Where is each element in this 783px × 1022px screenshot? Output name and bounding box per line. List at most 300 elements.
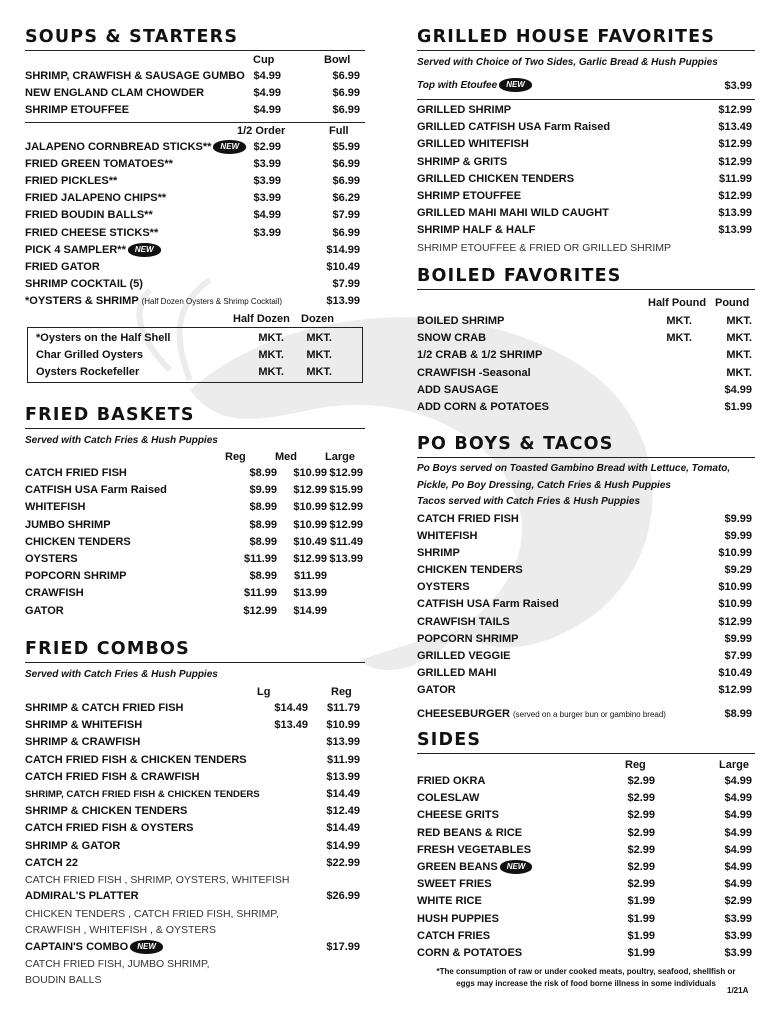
col-med: Med [275,451,297,463]
item-name [417,579,470,596]
menu-row [417,648,755,665]
item-name [25,568,126,585]
item-name [25,102,129,119]
item-name-text: ADD CORN & POTATOES [417,400,550,413]
item-name [25,534,131,551]
item-name-text: FRIED JALAPENO CHIPS** [25,192,167,205]
menu-row [417,382,755,399]
item-name [25,855,78,872]
price: $12.99 [718,138,752,151]
price-b: $6.99 [332,70,360,82]
item-name [417,665,496,682]
price-b: $3.99 [724,912,752,925]
menu-row [417,171,755,188]
item-name-text: SHRIMP, CRAWFISH & SAUSAGE GUMBO [25,70,245,82]
item-name-text: GRILLED MAHI MAHI WILD CAUGHT [417,207,609,220]
price-b: $4.99 [724,775,752,787]
price-a: $2.99 [627,843,655,856]
divider [25,428,365,429]
item-name: Oysters Rockefeller [36,366,140,379]
menu-row [25,838,365,855]
item-name [417,102,511,119]
col-pound: Pound [715,297,750,309]
menu-row [417,631,755,648]
menu-row [25,551,365,568]
price-reg: $8.99 [249,570,277,583]
item-name-text: CRAWFISH [25,587,84,600]
poboys-section [417,434,755,723]
item-name-text: CHICKEN TENDERS [25,535,131,548]
section-subtitle: Served with Choice of Two Sides, Garlic Bread & Hush Puppies [417,57,718,68]
item-name-text: CORN & POTATOES [417,946,523,959]
price: $13.99 [718,207,752,220]
item-name [25,173,117,190]
menu-row [417,807,755,824]
price-med: $10.99 [293,501,327,514]
menu-row [417,596,755,613]
col-half-dozen: Half Dozen [233,313,290,326]
item-name-text: FRIED BOUDIN BALLS** [25,209,153,222]
menu-row [417,614,755,631]
item-name [417,313,504,330]
menu-row [25,173,365,190]
menu-row [25,293,365,310]
item-name-text: *OYSTERS & SHRIMP [25,295,139,308]
item-name [417,911,499,928]
menu-row [25,242,365,259]
item-description: BOUDIN BALLS [25,974,102,987]
item-name [417,205,609,222]
item-name-text: GATOR [417,684,456,697]
item-name-text: CHEESE GRITS [417,809,499,822]
price-a: $1.99 [627,946,655,959]
burger-price: $8.99 [724,707,752,720]
price-b: $4.99 [724,809,752,822]
menu-row [417,876,755,893]
menu-row [417,365,755,382]
col-full: Full [329,124,349,137]
menu-row [25,499,365,516]
item-name [417,188,521,205]
price-b: $14.99 [326,243,360,256]
section-title: SOUPS & STARTERS [25,27,239,47]
price-b: MKT. [306,366,332,379]
price-reg: $11.79 [326,702,360,714]
item-name [25,293,282,310]
item-name [25,207,153,224]
grilled-list [417,102,755,240]
item-name-text: SHRIMP & CATCH FRIED FISH [25,702,184,714]
section-subtitle: Served with Catch Fries & Hush Puppies [25,435,218,446]
section-title: FRIED COMBOS [25,639,190,659]
menu-row [417,313,755,330]
item-name [417,842,531,859]
item-name-text: GATOR [25,604,64,617]
sides-section [417,730,755,962]
menu-row [25,156,365,173]
item-name-text: FRIED PICKLES** [25,174,118,187]
item-name [417,154,507,171]
column-header [25,311,365,327]
item-name [25,139,245,156]
item-name: Char Grilled Oysters [36,349,143,362]
item-name-text: CATCH FRIED FISH & OYSTERS [25,822,194,835]
price-med: $11.99 [293,570,327,583]
menu-row [25,139,365,156]
price-reg: $13.99 [326,736,360,749]
price-b: $6.99 [332,87,360,100]
item-name [25,499,86,516]
menu-row [417,205,755,222]
col-reg: Reg [625,759,646,771]
price-b: $6.99 [332,157,360,170]
price-b: $4.99 [724,843,752,856]
menu-row [417,154,755,171]
item-name [417,136,529,153]
menu-row [417,562,755,579]
item-name-text: NEW ENGLAND CLAM CHOWDER [25,87,205,100]
col-lg: Lg [257,686,271,698]
price-reg: $22.99 [326,856,360,869]
price: $11.99 [718,172,752,185]
boiled-list [417,313,755,416]
item-name-text: SHRIMP ETOUFFEE [417,189,522,202]
new-badge: NEW [501,861,532,873]
col-bowl: Bowl [324,54,351,66]
price-med: $12.99 [293,484,327,497]
price-a: MKT. [258,366,284,379]
item-name [417,365,531,382]
item-name [25,769,200,786]
menu-row [417,665,755,682]
item-name-text: CATCH FRIES [417,929,491,942]
price-reg: $11.99 [243,587,277,600]
price-reg: $8.99 [249,467,277,479]
item-name-text: POPCORN SHRIMP [417,632,519,645]
divider [417,50,755,51]
item-name-text: POPCORN SHRIMP [25,570,127,583]
price-large: $12.99 [329,501,363,514]
section-title: PO BOYS & TACOS [417,434,614,454]
item-name [417,511,519,528]
menu-row [25,465,365,482]
section-title: FRIED BASKETS [25,405,195,425]
price-a: $2.99 [627,878,655,891]
menu-row [417,579,755,596]
item-name-text: OYSTERS [25,552,78,565]
new-badge: NEW [500,79,531,91]
menu-row [25,534,365,551]
item-name [25,517,111,534]
menu-row [417,911,755,928]
item-description: CATCH FRIED FISH , SHRIMP, OYSTERS, WHITEFISH [25,873,290,886]
price-a: MKT. [258,349,284,362]
menu-row [25,517,365,534]
item-name [417,382,498,399]
price-b: MKT. [726,332,752,345]
price-a: $3.99 [253,174,281,187]
item-name [417,330,486,347]
new-badge: NEW [131,941,162,953]
item-name [25,68,245,85]
soup-list [25,68,365,120]
divider [25,662,365,663]
item-name [25,85,204,102]
item-name-text: GREEN BEANS [417,860,498,873]
menu-row [25,259,365,276]
price-b: $6.99 [332,226,360,239]
price-reg: $12.99 [243,604,277,617]
half-half-description: SHRIMP ETOUFFEE & FRIED OR GRILLED SHRIMP [417,241,671,254]
poboy-subtitle [417,461,755,511]
item-name-text: CATFISH USA Farm Raised [417,598,559,611]
menu-row [417,790,755,807]
item-name [25,190,166,207]
item-name [417,528,478,545]
price-reg: $17.99 [326,940,360,953]
divider [417,99,755,100]
price-a: $4.99 [253,209,281,222]
item-name [417,347,542,364]
menu-row [25,225,365,242]
price-a: $3.99 [253,192,281,205]
item-name [25,803,187,820]
menu-row [417,825,755,842]
price-b: $5.99 [332,140,360,153]
item-name [417,682,456,699]
item-name [25,225,158,242]
item-name-text: COLESLAW [417,792,480,805]
item-name-text: FRESH VEGETABLES [417,843,532,856]
item-name [25,242,160,259]
item-name [25,551,78,568]
burger-row [417,706,755,723]
price-med: $12.99 [293,552,327,565]
menu-row [417,347,755,364]
menu-row [25,190,365,207]
poboy-list [417,511,755,700]
price-large: $11.49 [329,535,363,548]
menu-row [417,188,755,205]
price-b: MKT. [726,315,752,327]
oyster-row [28,347,362,364]
col-half-pound: Half Pound [648,297,707,309]
item-name-text: BOILED SHRIMP [417,315,505,327]
item-note: (Half Dozen Oysters & Shrimp Cocktail) [141,297,283,307]
price-b: MKT. [306,332,332,345]
item-name-text: WHITEFISH [25,501,86,514]
divider [25,50,365,51]
price-b: $7.99 [332,209,360,222]
price-b: $13.99 [326,295,360,308]
price-b: $4.99 [724,860,752,873]
price-a: MKT. [258,332,284,345]
divider [417,457,755,458]
price: $10.49 [718,667,752,680]
col-half-order: 1/2 Order [237,124,286,137]
item-name [417,773,485,790]
menu-row [25,752,365,769]
item-name [25,717,142,734]
price-reg: $9.99 [249,484,277,497]
price-a: $2.99 [627,775,655,787]
topper-name: Top with Etoufee NEW [417,76,531,96]
price-b: $3.99 [724,946,752,959]
subtitle-line: Po Boys served on Toasted Gambino Bread with Lettuce, Tomato, [417,463,731,474]
menu-row [25,207,365,224]
price: $12.99 [718,189,752,202]
col-dozen: Dozen [301,313,334,326]
price-large: $12.99 [329,467,363,479]
item-name [417,171,574,188]
item-name-text: RED BEANS & RICE [417,826,523,839]
item-name [417,876,492,893]
price: $10.99 [718,581,752,594]
price-med: $14.99 [293,604,327,617]
price-reg: $8.99 [249,535,277,548]
price-a: $1.99 [627,929,655,942]
item-name-text: CRAWFISH -Seasonal [417,366,531,379]
price-med: $10.99 [293,467,327,479]
column-header [417,295,755,311]
item-name [417,928,490,945]
item-name-text: GRILLED VEGGIE [417,650,511,662]
price-large: $15.99 [329,484,363,497]
item-name-text: GRILLED WHITEFISH [417,138,529,151]
menu-row [417,222,755,239]
column-header [25,123,365,139]
item-name-text: GRILLED CHICKEN TENDERS [417,172,575,185]
item-name-text: ADD SAUSAGE [417,383,499,396]
item-name [417,399,549,416]
price: $9.99 [724,512,752,525]
price-b: $6.99 [332,174,360,187]
item-name [417,893,482,910]
item-name [417,807,499,824]
price-a: $3.99 [253,226,281,239]
price-b: $6.99 [332,104,360,117]
price-reg: $26.99 [326,890,360,903]
price: $12.99 [718,104,752,116]
item-name [25,603,64,620]
menu-row [417,928,755,945]
item-name-text: ADMIRAL'S PLATTER [25,890,139,903]
price-b: MKT. [306,349,332,362]
item-name-text: GRILLED MAHI [417,667,497,680]
menu-row [417,528,755,545]
menu-row [25,855,365,872]
price: $13.99 [718,224,752,237]
price-reg: $11.99 [243,552,277,565]
item-name [25,276,143,293]
item-name-text: PICK 4 SAMPLER** [25,243,126,256]
price-b: $6.29 [332,192,360,205]
item-name [417,614,510,631]
price-reg: $11.99 [326,753,360,766]
item-name-text: SHRIMP COCKTAIL (5) [25,278,143,291]
menu-row [25,568,365,585]
sides-list [417,773,755,962]
burger-name: CHEESEBURGER (served on a burger bun or gambino bread) [417,707,666,720]
price-med: $13.99 [293,587,327,600]
price-med: $10.49 [293,535,327,548]
item-name-text: SHRIMP & CHICKEN TENDERS [25,805,188,818]
item-name [417,790,479,807]
menu-row [25,820,365,837]
menu-row [25,939,365,956]
item-name-text: SHRIMP [417,546,460,559]
price-reg: $14.99 [326,839,360,852]
oyster-row [28,364,362,381]
item-name [25,820,193,837]
item-description: CHICKEN TENDERS , CATCH FRIED FISH, SHRIMP, [25,907,279,920]
item-name [25,156,173,173]
item-description: CATCH FRIED FISH, JUMBO SHRIMP, [25,957,210,970]
menu-row [25,276,365,293]
column-header [25,449,365,465]
menu-row [25,585,365,602]
item-name-text: CATFISH USA Farm Raised [25,484,167,497]
menu-row [417,511,755,528]
menu-row [417,136,755,153]
menu-row [417,859,755,876]
item-name [25,259,100,276]
item-name [417,545,460,562]
menu-row [25,717,365,734]
menu-row [417,682,755,699]
menu-row [25,700,365,717]
menu-row [417,545,755,562]
price-large: $13.99 [329,552,363,565]
col-large: Large [325,451,355,463]
price-a: $2.99 [627,792,655,805]
item-name [25,734,140,751]
item-name-text: GRILLED SHRIMP [417,104,512,116]
price-reg: $8.99 [249,518,277,531]
price-reg: $8.99 [249,501,277,514]
item-name-text: CATCH FRIED FISH [25,467,127,479]
item-name-text: CAPTAIN'S COMBO [25,940,129,953]
price: $9.29 [724,564,752,577]
price-a: $3.99 [253,157,281,170]
item-name [417,859,531,876]
item-name-text: WHITE RICE [417,895,482,908]
divider [417,289,755,290]
topper-row [417,76,755,96]
item-name-text: SHRIMP HALF & HALF [417,224,536,237]
item-name-text: CATCH FRIED FISH & CRAWFISH [25,770,200,783]
item-name: *Oysters on the Half Shell [36,332,171,345]
price-med: $10.99 [293,518,327,531]
item-name-text: CATCH FRIED FISH & CHICKEN TENDERS [25,753,247,766]
item-name [25,465,127,482]
item-name-text: FRIED OKRA [417,775,486,787]
menu-row [417,893,755,910]
column-header [25,52,365,68]
price-b: $3.99 [724,929,752,942]
menu-row [25,734,365,751]
price-a: $2.99 [627,809,655,822]
item-name [25,752,247,769]
menu-row [417,102,755,119]
fried-baskets-section [25,405,365,620]
menu-row [25,803,365,820]
price: $10.99 [718,598,752,611]
disclaimer-line: *The consumption of raw or under cooked meats, poultry, seafood, shellfish or [436,967,736,976]
price-a: MKT. [666,315,692,327]
item-name-text: FRIED GATOR [25,260,100,273]
menu-row [417,399,755,416]
